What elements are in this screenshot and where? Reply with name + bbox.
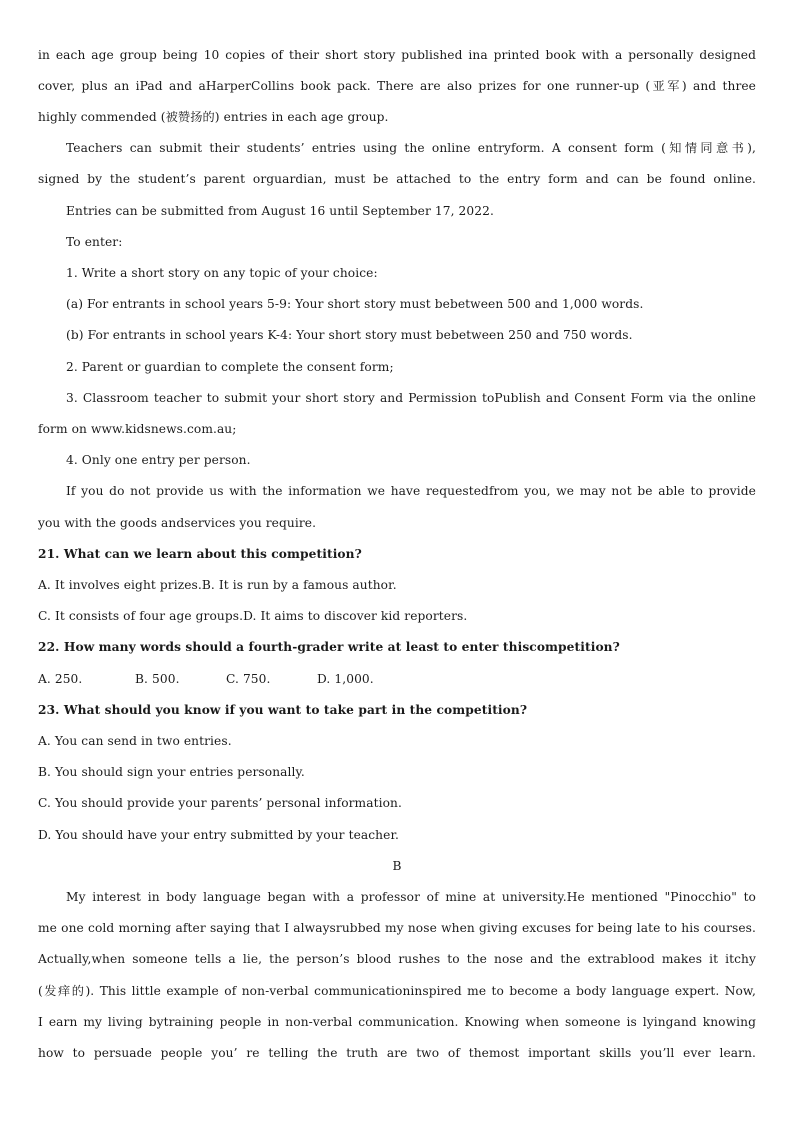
question-22-option-d: D. 1,000. xyxy=(317,672,374,686)
question-21-options-cd: C. It consists of four age groups.D. It aims to discover kid reporters. xyxy=(38,609,468,623)
paragraph-1-line-2: cover, plus an iPad and aHarperCollins book pack. There are also prizes for one runner-up (亚军) and three xyxy=(38,79,756,93)
rule-3-line-1: 3. Classroom teacher to submit your short story and Permission toPublish and Consent Form via the online xyxy=(66,391,756,405)
section-b-line-3: Actually,when someone tells a lie, the person’s blood rushes to the nose and the extrablood makes it itchy xyxy=(38,952,756,966)
paragraph-11-line-1: If you do not provide us with the information we have requestedfrom you, we may not be able to provide xyxy=(66,484,756,498)
question-23-option-a: A. You can send in two entries. xyxy=(38,734,232,748)
rule-1a: (a) For entrants in school years 5-9: Your short story must bebetween 500 and 1,000 words. xyxy=(66,297,644,311)
question-23-option-b: B. You should sign your entries personally. xyxy=(38,765,305,779)
paragraph-2-line-1: Teachers can submit their students’ entries using the online entryform. A consent form (知情同意书), xyxy=(66,141,756,155)
question-23-stem: 23. What should you know if you want to take part in the competition? xyxy=(38,703,528,717)
paragraph-1-line-1: in each age group being 10 copies of their short story published ina printed book with a personally designed xyxy=(38,48,756,62)
question-23-option-d: D. You should have your entry submitted by your teacher. xyxy=(38,828,399,842)
section-b-line-5: I earn my living bytraining people in non-verbal communication. Knowing when someone is lyingand knowing xyxy=(38,1015,756,1029)
question-23-option-c: C. You should provide your parents’ personal information. xyxy=(38,796,402,810)
paragraph-2-line-2: signed by the student’s parent orguardian, must be attached to the entry form and can be found online. xyxy=(38,172,756,186)
question-21-options-ab: A. It involves eight prizes.B. It is run by a famous author. xyxy=(38,578,397,592)
rule-3-line-2: form on www.kidsnews.com.au; xyxy=(38,422,237,436)
section-b-line-6: how to persuade people you’ re telling the truth are two of themost important skills you’ll ever learn. xyxy=(38,1046,756,1060)
rule-1: 1. Write a short story on any topic of your choice: xyxy=(66,266,378,280)
section-b-line-4: (发痒的). This little example of non-verbal communicationinspired me to become a body language expert. Now, xyxy=(38,984,756,998)
paragraph-11-line-2: you with the goods andservices you require. xyxy=(38,516,317,530)
question-22-options xyxy=(38,671,756,687)
question-22-option-b: B. 500. xyxy=(135,672,180,686)
question-21-stem: 21. What can we learn about this competition? xyxy=(38,547,362,561)
rule-2: 2. Parent or guardian to complete the consent form; xyxy=(66,360,394,374)
paragraph-1-line-3: highly commended (被赞扬的) entries in each age group. xyxy=(38,110,389,124)
rule-4: 4. Only one entry per person. xyxy=(66,453,251,467)
section-b-heading: B xyxy=(392,859,402,873)
question-22-stem: 22. How many words should a fourth-grader write at least to enter thiscompetition? xyxy=(38,640,620,654)
section-b-line-2: me one cold morning after saying that I alwaysrubbed my nose when giving excuses for being late to his courses. xyxy=(38,921,756,935)
to-enter-heading: To enter: xyxy=(66,235,123,249)
paragraph-3-line-1: Entries can be submitted from August 16 until September 17, 2022. xyxy=(66,204,494,218)
section-b-line-1: My interest in body language began with a professor of mine at university.He mentioned "Pinocchio" to xyxy=(66,890,756,904)
question-22-option-c: C. 750. xyxy=(226,672,271,686)
rule-1b: (b) For entrants in school years K-4: Your short story must bebetween 250 and 750 words. xyxy=(66,328,633,342)
question-22-option-a: A. 250. xyxy=(38,672,83,686)
